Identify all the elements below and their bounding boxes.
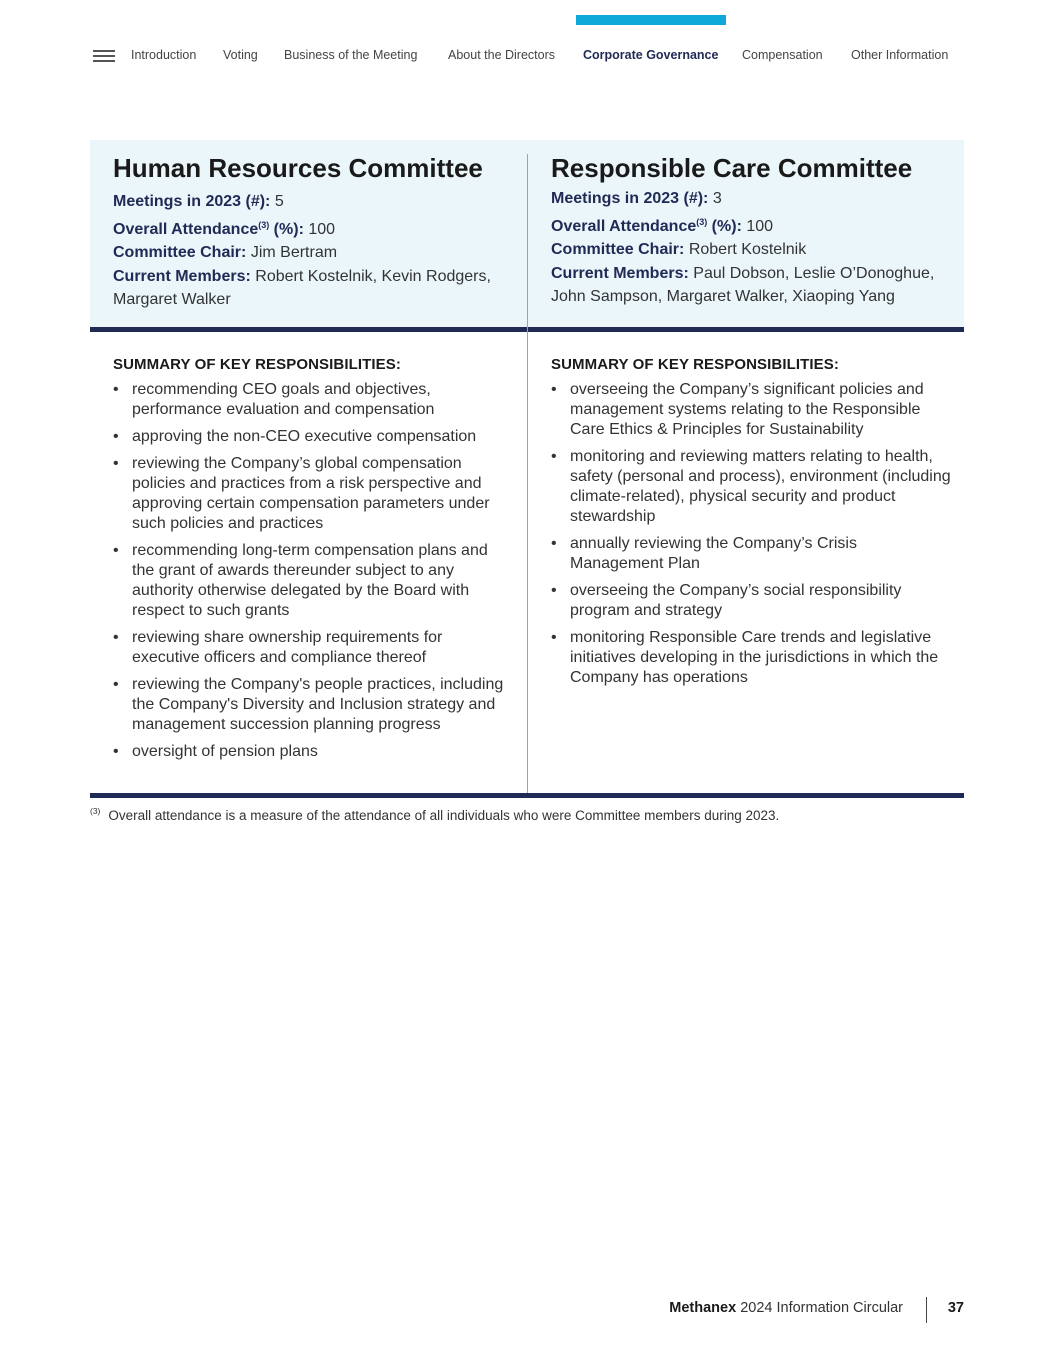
members-label: Current Members: <box>113 267 251 285</box>
list-item-text: monitoring and reviewing matters relating to health, safety (personal and process), environment (including climate-related), physical security and product stewardship <box>570 448 951 525</box>
list-item-text: reviewing the Company's people practices, including the Company's Diversity and Inclusion strategy and management succession planning progress <box>132 676 504 733</box>
bullet-icon: • <box>113 676 119 693</box>
meetings-value: 5 <box>274 193 284 210</box>
list-item <box>113 675 513 735</box>
members-stat <box>113 265 513 312</box>
list-item <box>551 581 951 621</box>
column-divider <box>527 154 528 794</box>
menu-icon[interactable] <box>93 50 115 64</box>
attendance-value: 100 <box>746 217 774 235</box>
attendance-label-suffix: (%): <box>707 217 742 235</box>
list-item <box>113 427 513 447</box>
bullet-icon: • <box>113 455 119 472</box>
list-item-text: recommending long-term compensation plans and the grant of awards thereunder subject to any authority otherwise delegated by the Board with respect to such grants <box>132 542 488 619</box>
bullet-icon: • <box>113 381 119 398</box>
meetings-stat <box>551 187 951 211</box>
meetings-label: Meetings in 2023 (#): <box>551 190 709 207</box>
list-item-text: oversight of pension plans <box>132 743 318 760</box>
bullet-icon: • <box>551 381 557 398</box>
list-item <box>551 380 951 440</box>
list-item-text: monitoring Responsible Care trends and legislative initiatives developing in the jurisdictions in which the Company has operations <box>570 629 939 686</box>
footnote-ref: (3) <box>258 219 270 230</box>
page-number: 37 <box>947 1300 964 1316</box>
nav-item-compensation[interactable]: Compensation <box>742 48 823 62</box>
active-section-indicator <box>576 15 726 25</box>
top-nav <box>93 46 973 66</box>
list-item-text: recommending CEO goals and objectives, performance evaluation and compensation <box>132 381 435 418</box>
nav-item-about-the-directors[interactable]: About the Directors <box>448 48 555 62</box>
committee-rc-responsibilities <box>551 356 951 695</box>
list-item <box>113 454 513 534</box>
nav-item-voting[interactable]: Voting <box>223 48 258 62</box>
footer-publication <box>669 1300 903 1316</box>
members-label: Current Members: <box>551 264 689 282</box>
committee-rc-header <box>551 152 951 309</box>
responsibility-list <box>551 380 951 688</box>
footer-brand-name: Methanex <box>669 1300 737 1316</box>
committee-title: Human Resources Committee <box>113 153 483 183</box>
nav-item-other-information[interactable]: Other Information <box>851 48 949 62</box>
list-item-text: overseeing the Company’s significant policies and management systems relating to the Responsible Care Ethics & Principles for Sustainability <box>570 381 924 438</box>
committee-title: Responsible Care Committee <box>551 153 913 183</box>
nav-item-corporate-governance[interactable]: Corporate Governance <box>583 48 719 62</box>
attendance-label-suffix: (%): <box>269 220 304 238</box>
members-stat <box>551 262 951 309</box>
list-item-text: overseeing the Company’s social responsibility program and strategy <box>570 582 902 619</box>
bullet-icon: • <box>551 582 557 599</box>
footnote <box>90 806 964 823</box>
list-item-text: reviewing share ownership requirements for executive officers and compliance thereof <box>132 629 443 666</box>
list-item <box>551 447 951 527</box>
footnote-text: Overall attendance is a measure of the attendance of all individuals who were Committee members during 2023. <box>108 808 780 823</box>
committee-hr-responsibilities <box>113 356 513 769</box>
responsibility-list <box>113 380 513 762</box>
chair-label: Committee Chair: <box>113 244 247 261</box>
chair-value: Jim Bertram <box>250 244 338 261</box>
bullet-icon: • <box>551 448 557 465</box>
list-item <box>113 742 513 762</box>
attendance-stat <box>113 214 513 242</box>
table-bottom-rule <box>90 793 964 798</box>
list-item <box>113 380 513 420</box>
list-item <box>113 628 513 668</box>
members-value: Robert Kostelnik, Kevin Rodgers, Margaret Walker <box>113 267 491 308</box>
bullet-icon: • <box>113 629 119 646</box>
attendance-label: Overall Attendance <box>113 220 259 238</box>
bullet-icon: • <box>113 428 119 445</box>
bullet-icon: • <box>113 542 119 559</box>
nav-item-business-of-the-meeting[interactable]: Business of the Meeting <box>284 48 418 62</box>
list-item <box>551 534 951 574</box>
meetings-label: Meetings in 2023 (#): <box>113 193 271 210</box>
summary-heading: SUMMARY OF KEY RESPONSIBILITIES: <box>113 356 401 373</box>
attendance-label: Overall Attendance <box>551 217 697 235</box>
bullet-icon: • <box>551 629 557 646</box>
attendance-value: 100 <box>308 220 336 238</box>
meetings-stat <box>113 190 513 214</box>
summary-heading: SUMMARY OF KEY RESPONSIBILITIES: <box>551 356 839 373</box>
list-item-text: annually reviewing the Company’s Crisis Management Plan <box>570 535 857 572</box>
page-footer <box>564 1297 964 1323</box>
footnote-ref: (3) <box>696 216 708 227</box>
list-item <box>113 541 513 621</box>
list-item-text: approving the non-CEO executive compensation <box>132 428 477 445</box>
chair-stat <box>551 238 951 262</box>
footnote-marker: (3) <box>90 806 101 816</box>
committee-hr-header <box>113 152 513 312</box>
members-value: Paul Dobson, Leslie O’Donoghue, John Sampson, Margaret Walker, Xiaoping Yang <box>551 264 935 305</box>
list-item-text: reviewing the Company’s global compensation policies and practices from a risk perspective and approving certain compensation parameters under such policies and practices <box>132 455 490 532</box>
bullet-icon: • <box>551 535 557 552</box>
meetings-value: 3 <box>712 190 722 207</box>
chair-value: Robert Kostelnik <box>688 241 807 258</box>
chair-stat <box>113 241 513 265</box>
footer-publication-title: 2024 Information Circular <box>736 1300 903 1316</box>
footer-separator <box>926 1297 927 1323</box>
chair-label: Committee Chair: <box>551 241 685 258</box>
bullet-icon: • <box>113 743 119 760</box>
list-item <box>551 628 951 688</box>
nav-item-introduction[interactable]: Introduction <box>131 48 197 62</box>
attendance-stat <box>551 211 951 239</box>
